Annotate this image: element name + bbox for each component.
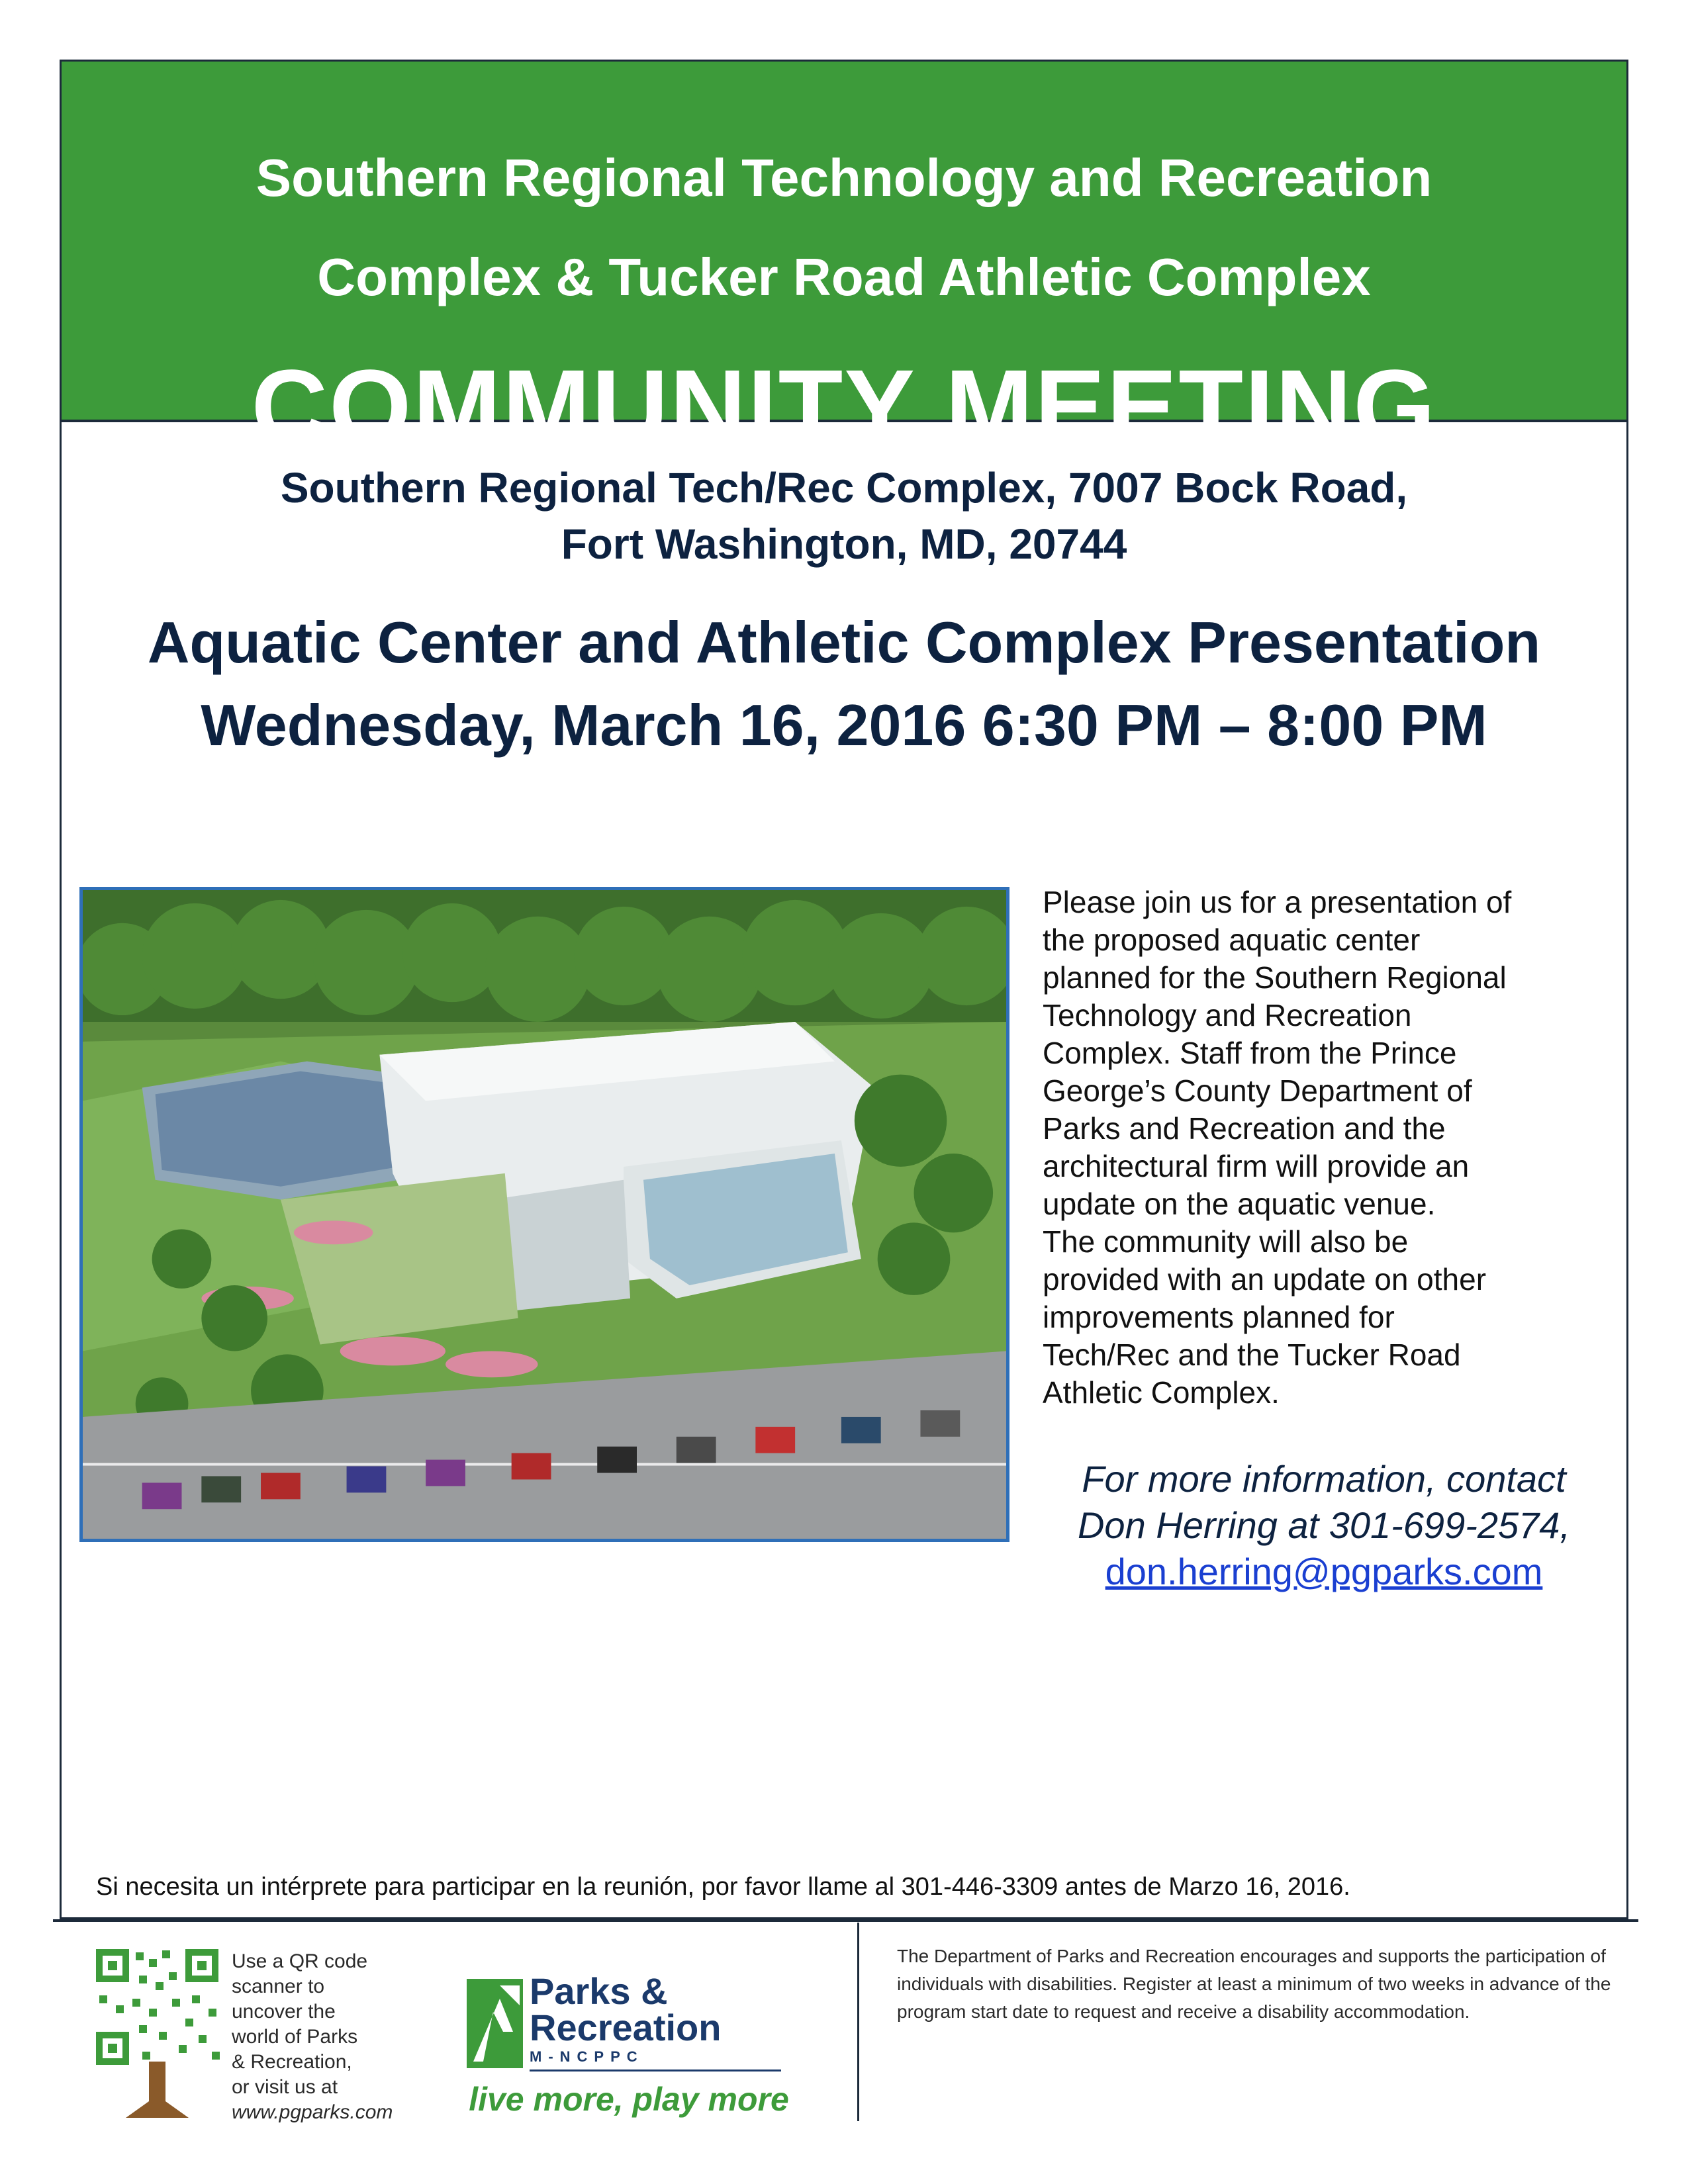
- logo-text-parks: Parks &: [530, 1970, 668, 2012]
- qr-line: world of Parks: [232, 2026, 358, 2048]
- disability-notice: The Department of Parks and Recreation encourages and supports the participation of individuals with disabilities. Register at least a minimum of two weeks in advance of the program start date to request and receive a disability accommodation.: [897, 1946, 1611, 2022]
- contact-line1: For more information, contact: [1082, 1458, 1566, 1500]
- aquatic-center-rendering: [79, 887, 1009, 1542]
- parks-recreation-logo: [463, 1969, 794, 2121]
- contact-email-link[interactable]: don.herring@pgparks.com: [1105, 1551, 1543, 1592]
- qr-line: Use a QR code: [232, 1950, 368, 1972]
- title-banner: [62, 62, 1626, 466]
- qr-line: or visit us at: [232, 2076, 338, 2098]
- logo-text-recreation: Recreation: [530, 2007, 722, 2048]
- qr-line: scanner to: [232, 1976, 325, 1997]
- qr-line: uncover the: [232, 2001, 336, 2023]
- footer-rule: [53, 1919, 1638, 1922]
- qr-code-tree-icon: [86, 1942, 228, 2121]
- qr-line: & Recreation,: [232, 2051, 352, 2073]
- contact-info: [1019, 1456, 1628, 1595]
- location-line1: Southern Regional Tech/Rec Complex, 7007 Bock Road,: [280, 464, 1408, 512]
- banner-headline: COMMUNITY MEETING: [251, 347, 1437, 466]
- logo-tagline: live more, play more: [469, 2081, 789, 2118]
- contact-line2: Don Herring at 301-699-2574,: [1077, 1504, 1571, 1546]
- footer-divider: [857, 1923, 859, 2121]
- banner-title-line1: Southern Regional Technology and Recreation: [256, 148, 1432, 207]
- logo-mark-icon: [463, 1972, 526, 2071]
- interpreter-note: Si necesita un intérprete para participar en la reunión, por favor llame al 301-446-3309 antes de Marzo 16, 2016.: [96, 1873, 1350, 1901]
- rendering-illustration: [83, 890, 1006, 1539]
- qr-instructions: [232, 1949, 404, 2125]
- event-description: Please join us for a presentation of the proposed aquatic center planned for the Southern Regional Technology and Recreation Complex. Staff from the Prince George’s County Department of Parks and Recreation and the architectural firm will provide an update on the aquatic venue. The community will also be provided with an update on other improvements planned for Tech/Rec and the Tucker Road Athletic Complex.: [1043, 885, 1512, 1410]
- logo-text-mncppc: M-NCPPC: [530, 2048, 644, 2065]
- location-line2: Fort Washington, MD, 20744: [561, 520, 1127, 568]
- presentation-datetime: Wednesday, March 16, 2016 6:30 PM – 8:00 PM: [201, 692, 1487, 758]
- banner-title-line2: Complex & Tucker Road Athletic Complex: [317, 248, 1371, 306]
- presentation-title: Aquatic Center and Athletic Complex Presentation: [147, 610, 1541, 675]
- website-link[interactable]: www.pgparks.com: [232, 2101, 393, 2123]
- logo-rule: [530, 2070, 781, 2071]
